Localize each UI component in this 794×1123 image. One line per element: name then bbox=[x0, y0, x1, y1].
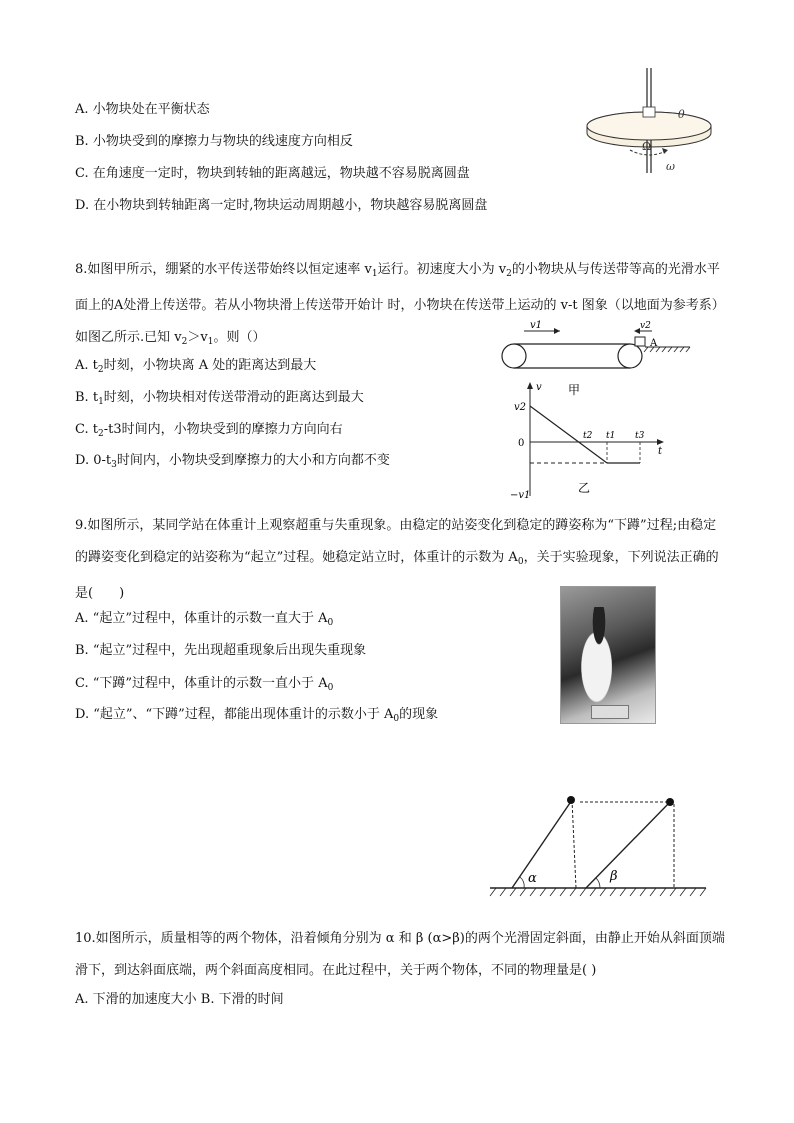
q8-conveyor-figure bbox=[500, 316, 690, 372]
svg-text:−v1: −v1 bbox=[510, 490, 531, 501]
q9-option-b[interactable]: B. “起立”过程中，先出现超重现象后出现失重现象 bbox=[75, 643, 367, 658]
q8-option-c[interactable]: C. $t_2-t3$时间内，小物块受到的摩擦力方向向右 bbox=[75, 422, 343, 439]
svg-text:v: v bbox=[536, 382, 542, 393]
theta-label: θ bbox=[678, 108, 685, 121]
q7-option-b[interactable]: B. 小物块受到的摩擦力与物块的线速度方向相反 bbox=[75, 134, 353, 149]
svg-text:t2: t2 bbox=[583, 431, 593, 441]
q9-option-a[interactable]: A. “起立”过程中，体重计的示数一直大于 $A_0$ bbox=[75, 611, 334, 628]
svg-text:v2: v2 bbox=[514, 402, 527, 413]
svg-text:t3: t3 bbox=[635, 431, 645, 441]
svg-text:β: β bbox=[610, 869, 618, 884]
svg-text:甲: 甲 bbox=[568, 383, 581, 397]
svg-text:0: 0 bbox=[518, 438, 525, 449]
scale-figure bbox=[591, 705, 629, 719]
q8-vt-graph bbox=[510, 378, 670, 501]
q9-option-d[interactable]: D. “起立”、“下蹲”过程，都能出现体重计的示数小于 $A_0$的现象 bbox=[75, 707, 439, 724]
q7-disk-figure bbox=[580, 68, 720, 178]
q8-option-d[interactable]: D. $0-t_3$时间内，小物块受到摩擦力的大小和方向都不变 bbox=[75, 453, 390, 470]
q8-option-b[interactable]: B. $t_1$时刻，小物块相对传送带滑动的距离达到最大 bbox=[75, 390, 364, 407]
omega-label: ω bbox=[666, 160, 675, 173]
q7-option-d[interactable]: D. 在小物块到转轴距离一定时,物块运动周期越小，物块越容易脱离圆盘 bbox=[75, 198, 488, 213]
q7-option-c[interactable]: C. 在角速度一定时，物块到转轴的距离越远，物块越不容易脱离圆盘 bbox=[75, 166, 470, 181]
q10-options[interactable]: A. 下滑的加速度大小 B. 下滑的时间 bbox=[75, 992, 284, 1007]
svg-text:t: t bbox=[658, 446, 663, 457]
svg-text:A: A bbox=[650, 338, 658, 349]
svg-text:t1: t1 bbox=[606, 431, 616, 441]
q7-option-a[interactable]: A. 小物块处在平衡状态 bbox=[75, 102, 210, 117]
svg-text:Ω: Ω bbox=[642, 140, 652, 153]
q9-option-c[interactable]: C. “下蹲”过程中，体重计的示数一直小于 $A_0$ bbox=[75, 676, 334, 693]
q8-stem: 8.如图甲所示，绷紧的水平传送带始终以恒定速率 $v_1$运行。初速度大小为 $v_2$的小物块从与传送带等高的光滑水平面上的A处滑上传送带。若从小物块滑上传送带开始计 时，小物块在传送带上运动的 v-t 图象（以地面为参考系） 如图乙所示.已知 $v_2>v_1$。则（） bbox=[75, 262, 725, 347]
svg-text:v1: v1 bbox=[530, 320, 543, 331]
svg-text:α: α bbox=[528, 871, 537, 886]
q10-stem: 10.如图所示，质量相等的两个物体，沿着倾角分别为 α 和 β (α>β)的两个光滑固定斜面，由静止开始从斜面顶端滑下，到达斜面底端，两个斜面高度相同。在此过程中，关于两个物体，不同的物理量是( ) bbox=[75, 931, 725, 978]
person-figure bbox=[575, 607, 623, 707]
svg-text:v2: v2 bbox=[640, 321, 651, 331]
q10-incline-figure bbox=[490, 790, 710, 910]
svg-text:乙: 乙 bbox=[578, 481, 591, 495]
q9-stem: 9.如图所示，某同学站在体重计上观察超重与失重现象。由稳定的站姿变化到稳定的蹲姿称为“下蹲”过程;由稳定的蹲姿变化到稳定的站姿称为“起立”过程。她稳定站立时，体重计的示数为 $A_0$，关于实验现象，下列说法正确的是( ) bbox=[75, 518, 719, 601]
q8-option-a[interactable]: A. $t_2$时刻，小物块离 A 处的距离达到最大 bbox=[75, 358, 317, 375]
q9-scale-photo bbox=[560, 586, 656, 724]
